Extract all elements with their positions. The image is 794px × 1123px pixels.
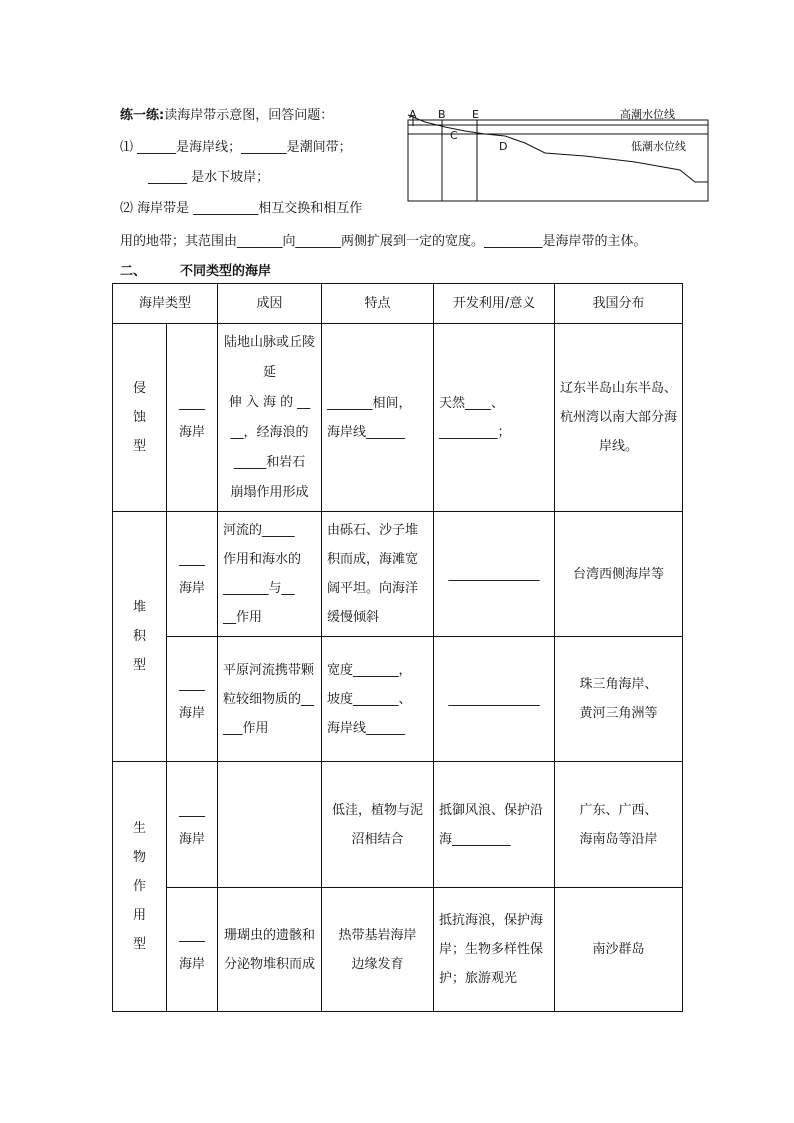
header-coast-type: 海岸类型: [113, 284, 218, 324]
question-2-line-2: 用的地带；其范围由_______向_______两侧扩展到一定的宽度。_________是海岸带的主体。: [120, 234, 647, 249]
biological-cause-1: [218, 762, 322, 888]
deposition-distribution-2: 珠三角海岸、 黄河三角洲等: [555, 637, 683, 762]
biological-distribution-1: 广东、广西、 海南岛等沿岸: [555, 762, 683, 888]
coast-types-table: [112, 283, 683, 1012]
biological-distribution-2: 南沙群岛: [555, 888, 683, 1012]
question-1-line-2: ______ 是水下坡岸；: [148, 170, 270, 185]
deposition-type-label: 堆 积 型: [113, 512, 167, 762]
header-distribution: 我国分布: [555, 284, 683, 324]
low-tide-label: 低潮水位线: [631, 140, 686, 153]
label-d: D: [499, 140, 508, 153]
deposition-use-1: ______________: [434, 512, 555, 637]
exercise-prompt: 读海岸带示意图，回答问题：: [164, 108, 334, 123]
biological-feature-1: 低洼，植物与泥沼相结合: [322, 762, 434, 888]
biological-type-label: 生 物 作 用 型: [113, 762, 167, 1012]
label-b: B: [438, 108, 446, 121]
coastal-zone-diagram: [405, 100, 710, 204]
deposition-feature-2: 宽度_______， 坡度_______、 海岸线______: [322, 637, 434, 762]
deposition-cause-1: 河流的_____ 作用和海水的 _______与__ __作用: [218, 512, 322, 637]
header-cause: 成因: [218, 284, 322, 324]
erosion-distribution: 辽东半岛山东半岛、杭州湾以南大部分海岸线。: [555, 324, 683, 512]
deposition-cause-2: 平原河流携带颗粒较细物质的_____作用: [218, 637, 322, 762]
table-row: [113, 888, 683, 1012]
erosion-cause: 陆地山脉或丘陵延 伸 入 海 的 __ __，经海浪的 _____和岩石 崩塌作用形成: [218, 324, 322, 512]
exercise-heading: 练一练:: [120, 108, 165, 123]
biological-cause-2: 珊瑚虫的遗骸和分泌物堆积而成: [218, 888, 322, 1012]
deposition-sub-type-2: ____ 海岸: [167, 637, 218, 762]
deposition-feature-1: 由砾石、沙子堆积而成，海滩宽阔平坦。向海洋缓慢倾斜: [322, 512, 434, 637]
biological-feature-2: 热带基岩海岸 边缘发育: [322, 888, 434, 1012]
erosion-sub-type: ____ 海岸: [167, 324, 218, 512]
table-header-row: [113, 284, 683, 324]
biological-sub-type-2: ____ 海岸: [167, 888, 218, 1012]
question-1-line-1: ⑴ ______是海岸线；_______是潮间带；: [120, 140, 352, 155]
deposition-sub-type-1: ____ 海岸: [167, 512, 218, 637]
table-row: [113, 762, 683, 888]
table-row: [113, 637, 683, 762]
question-2-line-1: ⑵ 海岸带是 __________相互交换和相互作: [120, 201, 363, 216]
biological-use-2: 抵抗海浪，保护海岸；生物多样性保护；旅游观光: [434, 888, 555, 1012]
exercise-line-1: [120, 104, 333, 123]
header-feature: 特点: [322, 284, 434, 324]
erosion-use: 天然____、 _________；: [434, 324, 555, 512]
biological-sub-type-1: ____ 海岸: [167, 762, 218, 888]
erosion-feature: _______相间， 海岸线______: [322, 324, 434, 512]
section-title: 不同类型的海岸: [180, 264, 272, 279]
section-number: 二、: [120, 264, 147, 279]
high-tide-label: 高潮水位线: [620, 108, 675, 121]
section-heading: [120, 260, 271, 279]
header-use: 开发利用/意义: [434, 284, 555, 324]
table-row: [113, 324, 683, 512]
deposition-distribution-1: 台湾西侧海岸等: [555, 512, 683, 637]
erosion-type-label: 侵 蚀 型: [113, 324, 167, 512]
deposition-use-2: ______________: [434, 637, 555, 762]
biological-use-1: 抵御风浪、保护沿海_________: [434, 762, 555, 888]
label-e: E: [472, 108, 479, 121]
label-a: A: [409, 108, 417, 121]
table-row: [113, 512, 683, 637]
label-c: C: [450, 129, 458, 142]
